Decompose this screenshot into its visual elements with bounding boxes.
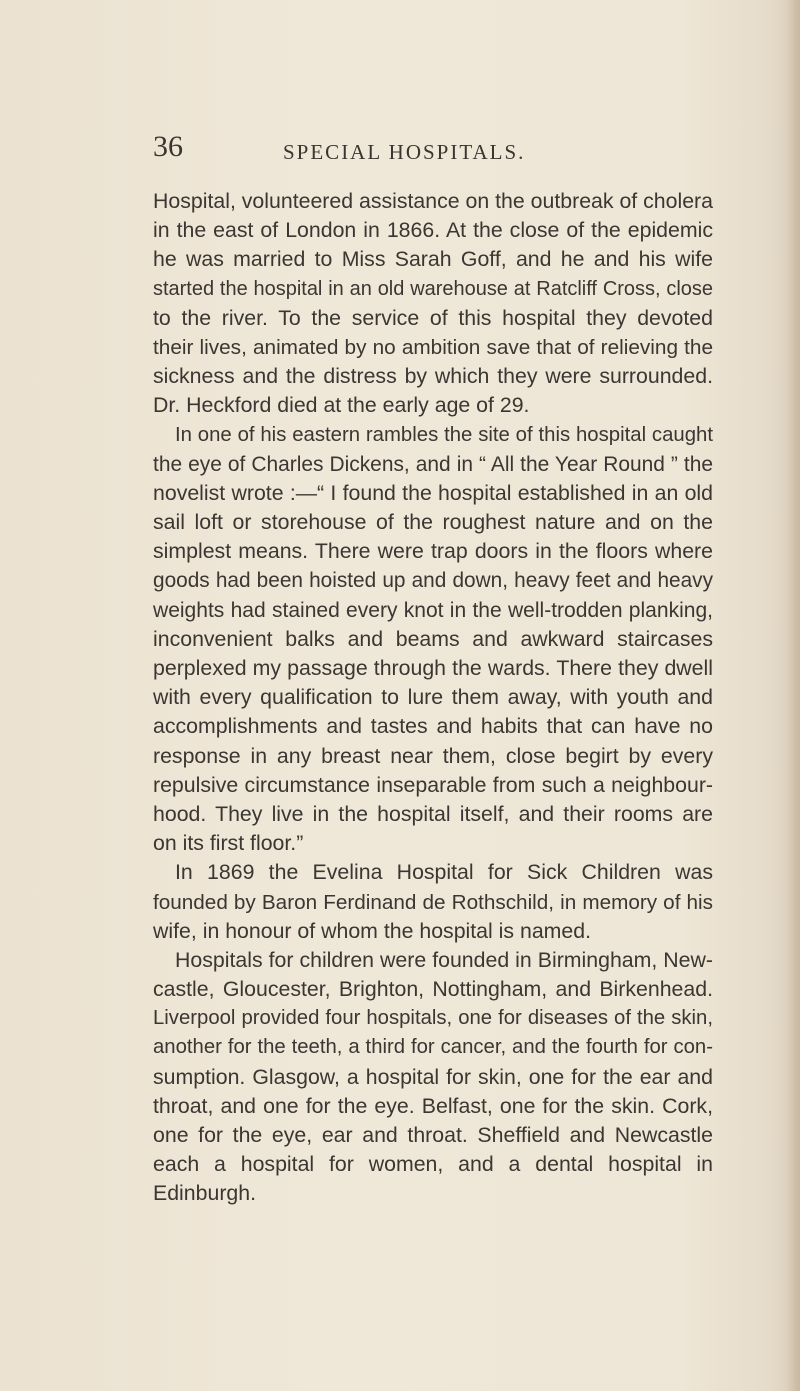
text-line: throat, and one for the eye. Belfast, one for the skin. Cork, xyxy=(153,1093,713,1118)
text-line: started the hospital in an old warehouse at Ratcliff Cross, close xyxy=(153,277,713,300)
text-line: simplest means. There were trap doors in the floors where xyxy=(153,539,713,564)
page-edge-shadow xyxy=(786,0,800,1391)
text-line: Hospital, volunteered assistance on the outbreak of cholera xyxy=(153,189,713,213)
text-line: response in any breast near them, close begirt by every xyxy=(153,743,713,768)
text-line: Dr. Heckford died at the early age of 29. xyxy=(153,393,530,418)
paragraph xyxy=(153,858,713,946)
text-line: hood. They live in the hospital itself, and their rooms are xyxy=(153,801,713,826)
paragraph xyxy=(153,187,713,421)
text-line: their lives, animated by no ambition save that of relieving the xyxy=(153,335,713,359)
text-line: In 1869 the Evelina Hospital for Sick Children was xyxy=(175,860,713,885)
text-line: weights had stained every knot in the well-trodden planking, xyxy=(153,598,713,622)
text-line: repulsive circumstance inseparable from such a neighbour- xyxy=(153,772,713,797)
text-line: with every qualification to lure them away, with youth and xyxy=(153,685,713,710)
text-line: founded by Baron Ferdinand de Rothschild, in memory of his xyxy=(153,890,713,914)
text-line: in the east of London in 1866. At the close of the epidemic xyxy=(153,218,713,243)
page-number: 36 xyxy=(153,130,183,163)
text-line: he was married to Miss Sarah Goff, and he and his wife xyxy=(153,247,713,272)
text-line: Liverpool provided four hospitals, one for diseases of the skin, xyxy=(153,1007,713,1030)
running-head: SPECIAL HOSPITALS. xyxy=(283,140,526,164)
text-line: goods had been hoisted up and down, heavy feet and heavy xyxy=(153,569,713,593)
page-header xyxy=(153,130,713,170)
text-line: accomplishments and tastes and habits that can have no xyxy=(153,714,713,739)
text-line: on its first floor.” xyxy=(153,831,304,856)
text-line: novelist wrote :—“ I found the hospital established in an old xyxy=(153,480,713,505)
text-line: Edinburgh. xyxy=(153,1181,257,1206)
text-line: the eye of Charles Dickens, and in “ All the Year Round ” the xyxy=(153,452,713,476)
text-line: Hospitals for children were founded in Birmingham, New- xyxy=(175,947,713,972)
text-line: each a hospital for women, and a dental hospital in xyxy=(153,1152,713,1177)
paragraph xyxy=(153,946,713,1209)
text-line: sumption. Glasgow, a hospital for skin, one for the ear and xyxy=(153,1064,713,1089)
body-text xyxy=(153,187,713,1209)
text-line: sail loft or storehouse of the roughest nature and on the xyxy=(153,510,713,535)
text-line: In one of his eastern rambles the site of this hospital caught xyxy=(175,423,713,446)
text-line: sickness and the distress by which they were surrounded. xyxy=(153,364,713,389)
text-line: to the river. To the service of this hospital they devoted xyxy=(153,305,713,330)
text-line: another for the teeth, a third for cancer, and the fourth for con- xyxy=(153,1036,713,1059)
text-line: perplexed my passage through the wards. There they dwell xyxy=(153,656,713,680)
text-line: one for the eye, ear and throat. Sheffield and Newcastle xyxy=(153,1123,713,1147)
paragraph xyxy=(153,421,713,859)
text-line: castle, Gloucester, Brighton, Nottingham, and Birkenhead. xyxy=(153,977,713,1002)
text-line: wife, in honour of whom the hospital is named. xyxy=(153,918,592,943)
text-line: inconvenient balks and beams and awkward staircases xyxy=(153,626,713,651)
